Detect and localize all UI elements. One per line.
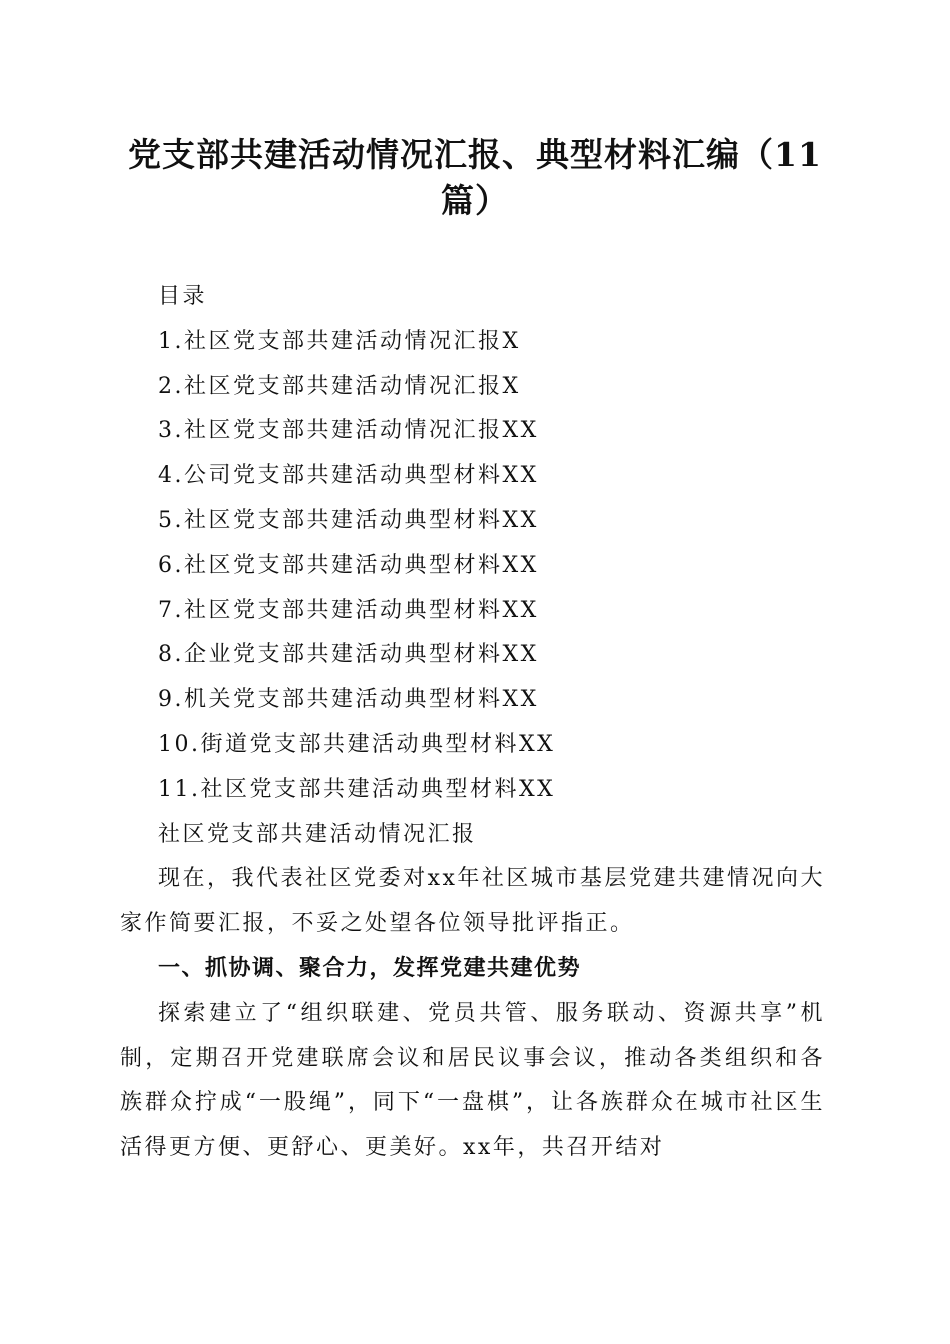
toc-item: 1.社区党支部共建活动情况汇报X <box>158 328 521 354</box>
toc-item: 10.街道党支部共建活动典型材料XX <box>158 731 556 757</box>
toc-item: 8.企业党支部共建活动典型材料XX <box>158 642 539 668</box>
toc-item: 7.社区党支部共建活动典型材料XX <box>158 597 539 623</box>
toc-item: 5.社区党支部共建活动典型材料XX <box>158 507 539 533</box>
body-paragraph: 探索建立了“组织联建、党员共管、服务联动、资源共享”机制，定期召开党建联席会议和居民议事会议，推动各类组织和各族群众拧成“一股绳”，同下“一盘棋”，让各族群众在城市社区生活得更方便、更舒心、更美好。xx年，共召开结对 <box>120 1000 825 1161</box>
toc-list <box>120 320 825 813</box>
document-body <box>120 275 825 1171</box>
toc-item: 9.机关党支部共建活动典型材料XX <box>158 687 539 713</box>
toc-item: 11.社区党支部共建活动典型材料XX <box>158 776 556 802</box>
section-title: 社区党支部共建活动情况汇报 <box>158 821 477 847</box>
intro-paragraph: 现在，我代表社区党委对xx年社区城市基层党建共建情况向大家作简要汇报，不妥之处望各位领导批评指正。 <box>120 866 825 937</box>
document-title: 党支部共建活动情况汇报、典型材料汇编（11篇） <box>128 135 822 220</box>
toc-item: 6.社区党支部共建活动典型材料XX <box>158 552 539 578</box>
toc-heading: 目录 <box>158 284 208 309</box>
toc-item: 4.公司党支部共建活动典型材料XX <box>158 463 539 489</box>
toc-item: 3.社区党支部共建活动情况汇报XX <box>158 418 539 444</box>
toc-item: 2.社区党支部共建活动情况汇报X <box>158 373 521 399</box>
section-heading: 一、抓协调、聚合力，发挥党建共建优势 <box>158 955 582 981</box>
